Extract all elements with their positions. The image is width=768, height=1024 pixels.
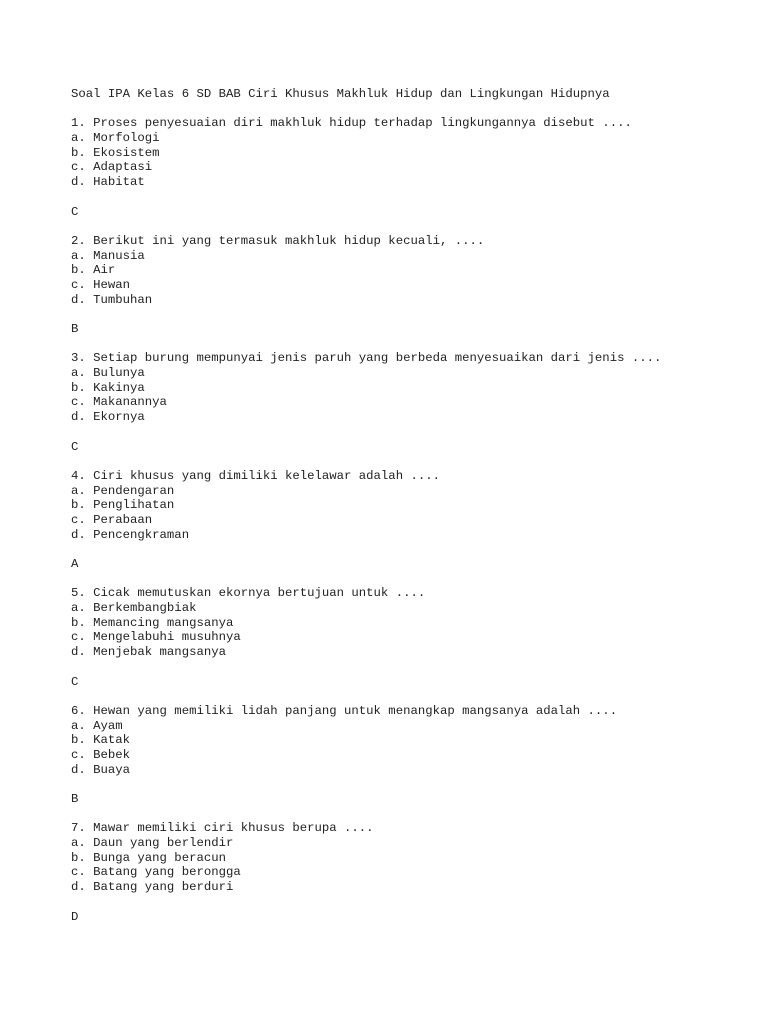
answer-option: b. Air <box>71 263 116 278</box>
question-prompt: 1. Proses penyesuaian diri makhluk hidup terhadap lingkungannya disebut .... <box>71 116 632 131</box>
answer-key: C <box>71 674 79 689</box>
answer-option: a. Bulunya <box>71 366 145 381</box>
answer-option: b. Bunga yang beracun <box>71 850 226 865</box>
answer-key: B <box>71 792 79 806</box>
question-prompt: 7. Mawar memiliki ciri khusus berupa .... <box>71 821 374 836</box>
question-block-2 <box>71 234 731 337</box>
document-content <box>71 87 731 939</box>
answer-option: a. Daun yang berlendir <box>71 836 234 851</box>
answer-key: C <box>71 204 79 219</box>
document-title: Soal IPA Kelas 6 SD BAB Ciri Khusus Makhluk Hidup dan Lingkungan Hidupnya <box>71 87 610 101</box>
question-prompt: 5. Cicak memutuskan ekornya bertujuan untuk .... <box>71 586 426 601</box>
answer-key: B <box>71 322 79 336</box>
answer-option: d. Ekornya <box>71 410 145 425</box>
question-prompt: 6. Hewan yang memiliki lidah panjang untuk menangkap mangsanya adalah .... <box>71 703 618 718</box>
answer-option: b. Katak <box>71 733 131 748</box>
answer-option: c. Hewan <box>71 277 131 292</box>
question-block-1 <box>71 116 731 219</box>
answer-option: c. Batang yang berongga <box>71 865 241 880</box>
answer-option: d. Batang yang berduri <box>71 880 234 895</box>
answer-option: a. Ayam <box>71 718 123 733</box>
answer-option: a. Manusia <box>71 248 145 263</box>
answer-option: d. Pencengkraman <box>71 527 190 542</box>
question-block-5 <box>71 586 731 689</box>
answer-key: A <box>71 557 79 571</box>
question-prompt: 3. Setiap burung mempunyai jenis paruh yang berbeda menyesuaikan dari jenis .... <box>71 351 662 366</box>
answer-key: C <box>71 439 79 454</box>
answer-option: b. Kakinya <box>71 380 145 395</box>
question-prompt: 4. Ciri khusus yang dimiliki kelelawar adalah .... <box>71 468 440 483</box>
question-block-6 <box>71 704 731 807</box>
question-prompt: 2. Berikut ini yang termasuk makhluk hidup kecuali, .... <box>71 233 485 248</box>
answer-option: c. Bebek <box>71 747 131 762</box>
answer-option: c. Perabaan <box>71 512 153 527</box>
answer-key: D <box>71 909 79 924</box>
answer-option: d. Menjebak mangsanya <box>71 645 226 660</box>
question-block-7 <box>71 821 731 924</box>
answer-option: a. Morfologi <box>71 131 160 146</box>
answer-option: c. Adaptasi <box>71 160 153 175</box>
question-block-3 <box>71 351 731 454</box>
answer-option: b. Memancing mangsanya <box>71 615 234 630</box>
answer-option: a. Pendengaran <box>71 483 175 498</box>
answer-option: b. Ekosistem <box>71 145 160 160</box>
answer-option: d. Habitat <box>71 175 145 190</box>
answer-option: d. Buaya <box>71 762 131 777</box>
answer-option: b. Penglihatan <box>71 498 175 513</box>
question-block-4 <box>71 469 731 572</box>
answer-option: a. Berkembangbiak <box>71 601 197 616</box>
answer-option: c. Mengelabuhi musuhnya <box>71 630 241 645</box>
answer-option: c. Makanannya <box>71 395 167 410</box>
answer-option: d. Tumbuhan <box>71 292 153 307</box>
